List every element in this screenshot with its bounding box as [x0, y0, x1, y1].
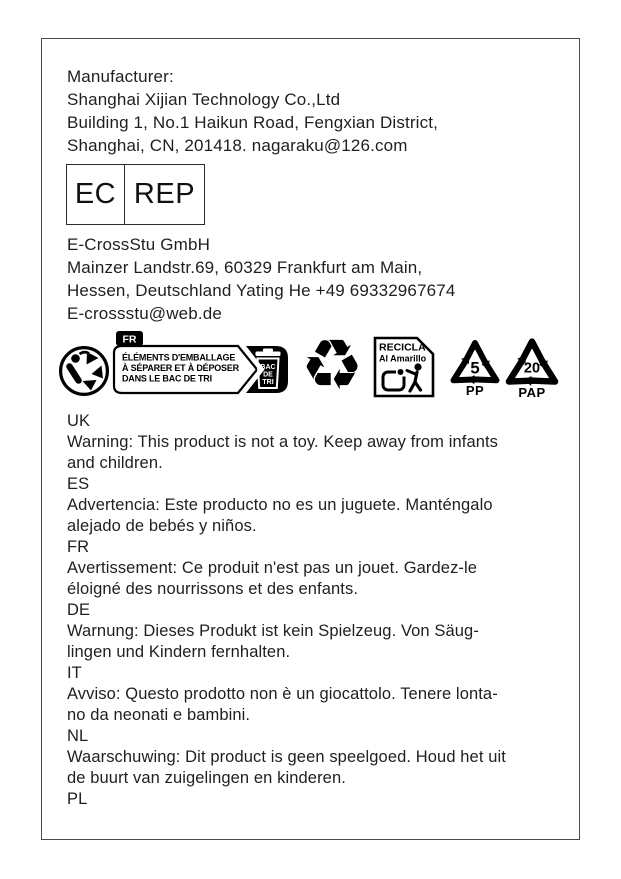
- warning-line: Avviso: Questo prodotto non è un giocattolo. Tenere lonta-: [67, 685, 498, 703]
- warning-de: [67, 600, 506, 663]
- warning-nl: [67, 726, 506, 789]
- eu-rep-line: E-crossstu@web.de: [67, 304, 222, 323]
- warning-it: [67, 663, 506, 726]
- eu-rep-line: Hessen, Deutschland Yating He +49 69332967674: [67, 281, 456, 300]
- eu-rep-line: Mainzer Landstr.69, 60329 Frankfurt am Main,: [67, 258, 423, 277]
- warning-lang: IT: [67, 664, 82, 682]
- warning-lang: DE: [67, 601, 91, 619]
- bin-text-line: TRI: [262, 379, 274, 386]
- resin-code-pp5: [448, 336, 502, 398]
- recicla-subtext: Al Amarillo: [379, 353, 427, 364]
- manufacturer-heading: Manufacturer:: [67, 67, 174, 86]
- warning-line: Advertencia: Este producto no es un juguete. Manténgalo: [67, 496, 493, 514]
- ec-rep-symbol: [66, 164, 205, 225]
- warning-line: alejado de bebés y niños.: [67, 517, 257, 535]
- product-label-sheet: [41, 38, 580, 840]
- warning-es: [67, 474, 506, 537]
- resin-pp-code: PP: [465, 383, 485, 398]
- manufacturer-block: [67, 65, 438, 157]
- fr-tag: FR: [122, 333, 137, 346]
- warning-lang: ES: [67, 475, 90, 493]
- warning-line: Warnung: Dieses Produkt ist kein Spielzeug. Von Säug-: [67, 622, 479, 640]
- warning-line: lingen und Kindern fernhalten.: [67, 643, 291, 661]
- sorting-text-line: ÉLÉMENTS D'EMBALLAGE: [122, 352, 236, 363]
- sorting-text-line: DANS LE BAC DE TRI: [122, 373, 212, 384]
- warning-fr: [67, 537, 506, 600]
- resin-pp-triangle-icon: [448, 336, 502, 390]
- manufacturer-line: Building 1, No.1 Haikun Road, Fengxian District,: [67, 113, 438, 132]
- warning-line: Waarschuwing: Dit product is geen speelgoed. Houd het uit: [67, 748, 506, 766]
- resin-code-pap20: [503, 334, 561, 400]
- warning-line: and children.: [67, 454, 163, 472]
- ec-rep-ec-cell: EC: [67, 165, 125, 224]
- warning-pl: [67, 789, 506, 810]
- manufacturer-line: Shanghai, CN, 201418. nagaraku@126.com: [67, 136, 408, 155]
- recicla-al-amarillo-icon: [372, 335, 436, 399]
- ec-rep-rep-cell: REP: [133, 178, 196, 210]
- warning-line: Avertissement: Ce produit n'est pas un jouet. Gardez-le: [67, 559, 478, 577]
- warning-lang: UK: [67, 412, 91, 430]
- resin-pap-code: PAP: [518, 385, 546, 400]
- triman-recycling-icon: [58, 345, 110, 397]
- fr-sorting-instruction-icon: [112, 331, 290, 395]
- eu-rep-line: E-CrossStu GmbH: [67, 235, 210, 254]
- warning-uk: [67, 411, 506, 474]
- resin-pap-triangle-icon: [503, 334, 561, 392]
- warning-line: Warning: This product is not a toy. Keep away from infants: [67, 433, 499, 451]
- recycle-mobius-icon: ♻: [300, 326, 364, 404]
- bin-text-line: DE: [263, 371, 273, 379]
- warning-line: de buurt van zuigelingen en kinderen.: [67, 769, 346, 787]
- sorting-text-line: À SÉPARER ET À DÉPOSER: [122, 363, 239, 373]
- warning-lang: FR: [67, 538, 90, 556]
- recicla-text: RECICLA: [379, 341, 426, 354]
- warning-lang: NL: [67, 727, 89, 745]
- warning-line: éloigné des nourrissons et des enfants.: [67, 580, 358, 598]
- bin-text-line: BAC: [260, 364, 276, 371]
- warning-lang: PL: [67, 790, 88, 808]
- warning-line: no da neonati e bambini.: [67, 706, 251, 724]
- resin-pap-number: 20: [523, 360, 541, 377]
- recycling-symbols-row: [42, 326, 579, 405]
- multilanguage-warnings: [67, 411, 506, 810]
- eu-representative-block: [67, 233, 455, 325]
- manufacturer-line: Shanghai Xijian Technology Co.,Ltd: [67, 90, 341, 109]
- resin-pp-number: 5: [470, 358, 480, 378]
